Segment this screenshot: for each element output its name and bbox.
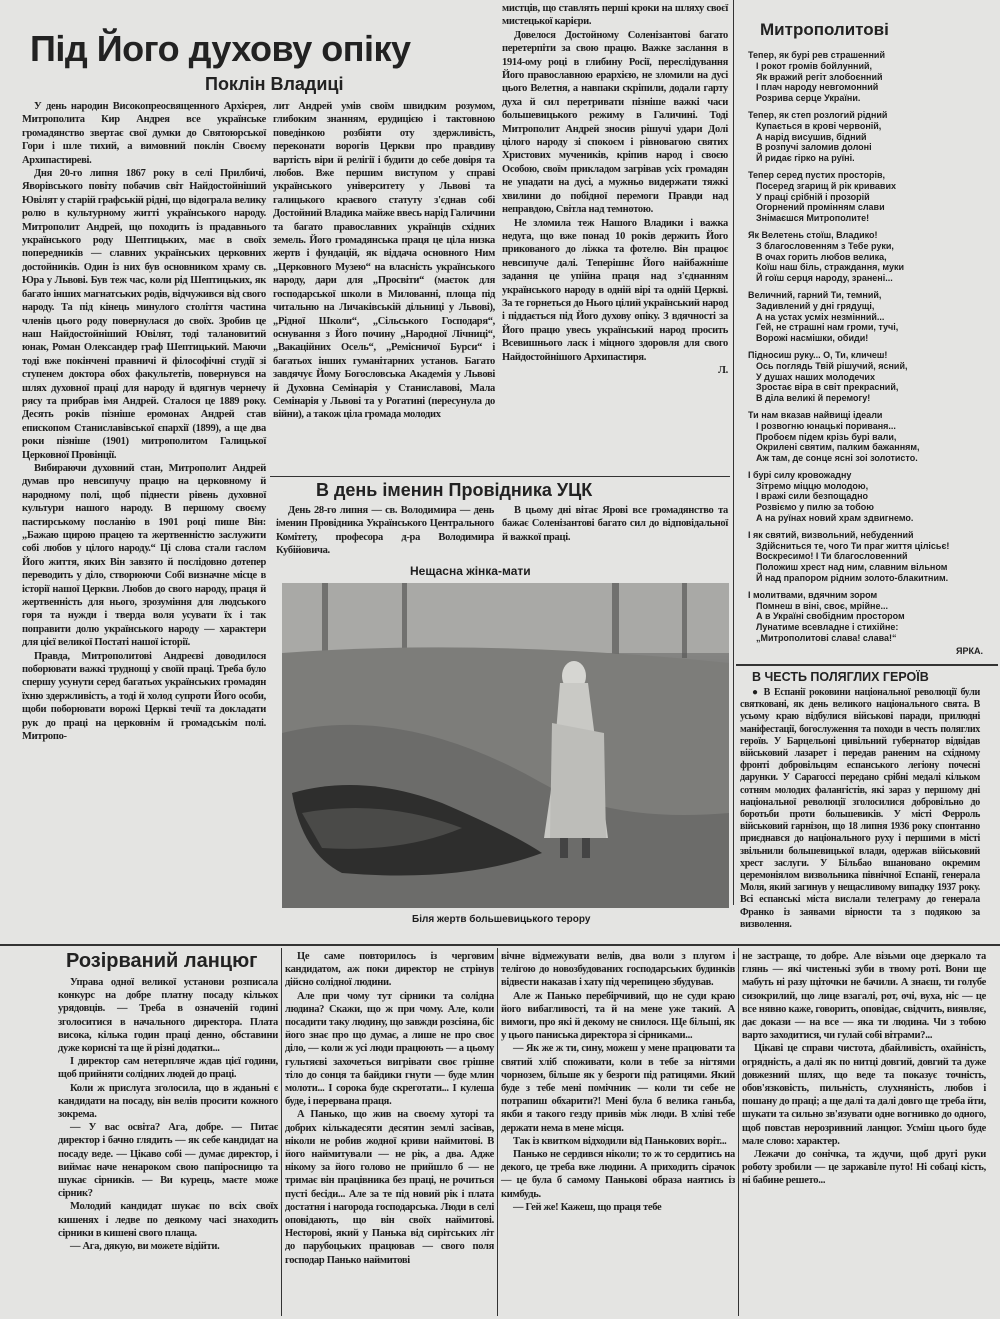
ucc-headline: В день іменин Провідника УЦК [316, 480, 593, 500]
poem-stanza [748, 230, 993, 284]
paragraph: Так із квитком відходили від Панькових воріт... [513, 1135, 727, 1147]
poem-line: Зростає віра в світ прекрасний, [756, 382, 899, 393]
poem-line: Ворожі насмішки, обиди! [756, 333, 869, 344]
poem-line: Тепер серед пустих просторів, [748, 169, 886, 180]
poem-line: А на устах усміх незмінний... [756, 311, 885, 322]
poem-line: І молитвами, вдячним зором [748, 589, 878, 600]
chain-column-2 [285, 950, 494, 1267]
paragraph: лит Андрей умів своїм швидким розумом, глибоким знанням, ерудицією і тактовною поведінкою розбіяти оту здержливість, переконати ворогів Церкви про правдиву вартість віри й релігії і будити до себе довіря та любов. Вже першим виступом у справі українського університету у Львові та галицького краєвого статуту з'єднав собі Достойний Владика майже ввесь нарід Галичини та багато православних українців східних земель. Його громадянська праця це ціла низка жертв і фундацій, як віддача основного Ним „Церковного Музею“ на власність українського народу, дари для „Просвіти“ (маєток для господарської школи в Милованні, площа під читальню на Личаківській дільниці у Львові), „Рідної Школи“, „Сільського Господаря“, оснування з Його почину „Народної Лічниці“, „Вакаційних Осель“, „Ремісничої Бурси“ і багатьох інших гуманітарних установ. Багато завдячує Йому Богословська Академія у Львові й Духовна Семінарія у Станиславові, Мала Семінарія у Львові та у Рогатині (пересунула до війни), а також ціла громада молодих [273, 101, 495, 421]
paragraph: І директор сам нетерпляче ждав цієї години, щоб прийняти солідних людей до праці. [58, 1056, 278, 1081]
paragraph: Дня 20-го липня 1867 року в селі Прилбичі, Яворівського повіту побачив світ Найдостойніший Ювілят у старій графській рідні, що відограла велику ролю в культурному житті українського народу. Митрополит Андрей, що походить із прадавнього українського роду Шептицьких, має в своїх попередників — славних українських церковних достойників. Один із них був основником храму св. Юра у Львові. Був теж час, коли рід Шептицьких, як багато інших магнатських родів, відчужився від свого народу. Та під кінець минулого століття частина членів цього роду повернулася до своїх. Зробив це наш Найдостойніший Ювілят, тоді талановитий юнак, Роман Олександер граф Шептицький. Маючи тоді вже покінчені правничі й філософічні студії зі ступенем доктора обох факультетів, повернувся на шлях духовної праці для народу й вдягнув чернечу рясу та прибрав імя Андрей. Сталося це 1889 року. Десять років пізніше еромонах Андрей став епископом Станиславівської єпархії (1899), а ще два роки пізніше (1901) митрополитом Галицької Церковної Провінції. [22, 168, 266, 461]
heroes-headline: В ЧЕСТЬ ПОЛЯГЛИХ ГЕРОЇВ [752, 670, 929, 684]
poem-author: ЯРКА. [956, 645, 983, 656]
poem-line: Тепер, як бурі рев страшенний [748, 50, 885, 60]
poem-line: Розрива серце України. [756, 93, 861, 104]
paragraph: — Як же ж ти, сину, можеш у мене працювати та святий хліб споживати, коли в тебе за нігтями чорнозем, більше як у безроги під ратицями. Який буде з тебе мені помічник — коли ти себе не потрапиш обхарити?! Мені була б велика ганьба, якби я такого гезду привів між люди. В хліві тебе держати нема в мене місця. [501, 1043, 735, 1134]
chain-headline: Розірваний ланцюг [66, 950, 258, 972]
poem-stanza [748, 110, 993, 164]
chain-column-3 [501, 950, 735, 1214]
poem-line: І вражі сили безпощадно [756, 491, 869, 502]
paragraph: В цьому дні вітає Ярові все громадянство та бажає Соленізантові багато сил до відповідальної й важкої праці. [502, 505, 728, 543]
poem-line: В діла великі й перемогу! [756, 393, 871, 404]
photo-mother-at-victims [282, 583, 729, 908]
paragraph: Довелося Достойному Соленізантові багато перетерпіти за свою працю. Важке заслання в 1914-ому році в глибину Росії, переслідування Його православною ерархією, не зломили на дусі цього Велетня, а навпаки скріпили, додали гарту духа й сил перетривати пізніше важкі часи большевицького режиму в Галичині. Тоді Митрополит Андрей зносив рішучі удари Долі цілого народу зі спокоєм і рівновагою святих Христових мучеників, кріпив народ і своєю Особою, своїм прикладом загрівав усіх громадян не упадати на дусі, а мужньо видержати тяжкі хвилини до побідної перемоги Правди над неправдою, Світла над темнотою. [502, 29, 728, 216]
poem-stanza [748, 350, 993, 404]
poem-line: Коїш наш біль, страждання, муки [756, 262, 904, 273]
paragraph: Але ж Панько перебірчивий, що не суди краю його вибагливості, та й на мене уже такий. А вимоги, про які й декому не снилося. Ще більші, як у цього паниська директора зі сірниками... [501, 990, 735, 1042]
paragraph: Коли ж прислуга зголосила, що в жданьні є кандидати на посаду, він велів просити кожного зокрема. [58, 1082, 278, 1121]
paragraph: ● В Еспанії роковини національної революції були святковані, як день великого національного свята. В усьому краю відбулися військові паради, прилюдні маніфестації, богослуження та походи в честь поляглих героїв. У Барцельоні цивільний губернатор відвідав військовий лазарет і передав раненим на східному фронті добровільцям еспанського легіону почесні дарунки. У Сарагоссі передано срібні медалі кільком сотням молодих фалангістів, які зараз у першому дні національної революції зголосилися добровільно до боротьби проти большевиків. У місті Ферроль військовий гарнізон, що 18 липня 1936 року спонтанно приєднався до національного руху і першими в місті звільнили большевицької влади, одержав військовий хрест заслуги. У Більбао вшановано окремим церемоніялом визвольника північної Еспанії, генерала Моля, який загинув у нещасливому випадку 1937 року. Всі еспанські міста вислали телеграму до генерала Франко із заявами вірности та з подякою за визволення. [740, 687, 980, 930]
poem-line: Зітремо міццю молодою, [756, 480, 869, 491]
poem-stanza [748, 50, 993, 104]
photo-caption: Біля жертв большевицького терору [412, 914, 591, 925]
poem-line: З благословенням з Тебе руки, [756, 240, 894, 251]
poem-line: Як вражий регіт злобоєнний [756, 71, 883, 82]
poem-line: Лунатиме всевладне і стихійне: [756, 622, 899, 633]
poem-line: В очах горить любов велика, [756, 251, 887, 262]
poem-line: Задивлений у дні грядущі, [756, 300, 875, 311]
poem-line: Й над прапором рідним золото-блакитним. [756, 573, 949, 584]
paragraph: Цікаві це справи чистота, дбайливість, охайність, огрядність, а далі як по нитці довгий, довгий та дуже довжезний шлях, що веде та показує точність, обов'язковість, пильність, слухняність, любов і пошану до праці; а ще далі та далі довго ще треба йти, шукати та сильно зв'язувати одне вогнивко до одного, щоб повстав нерозривний ланцюг. Усміш цього буде мале слово: характер. [742, 1043, 986, 1147]
poem-line: Тепер, як степ розлогий рідний [748, 109, 888, 120]
paragraph: Це саме повторилось із черговим кандидатом, аж поки директор не стрінув дійсно солідної людини. [285, 951, 494, 989]
subheadline: Поклін Владиці [205, 74, 344, 94]
poem-line: А в Україні свобідним простором [756, 611, 905, 622]
poem-line: Ось поглядь Твій рішучий, ясний, [756, 360, 908, 371]
poem-line: В розпучі заломив долоні [756, 142, 872, 153]
poem-line: І плач народу невгомонний [756, 82, 879, 93]
photo-title: Нещасна жінка-мати [410, 564, 531, 578]
poem-line: Знімаєшся Митрополите! [756, 213, 870, 224]
poem-line: А на руїнах новий храм здвигнемо. [756, 513, 914, 524]
poem-line: І розвогню юнацькі пориваня... [756, 420, 896, 431]
paragraph: — Ага, дякую, ви можете відійти. [70, 1241, 220, 1253]
poem-title: Митрополитові [760, 20, 889, 39]
poem-line: Й гоїш серця народу, зранені... [756, 273, 893, 284]
poem-line: Розвіємо у пилю за тобою [756, 502, 874, 513]
poem-stanza [748, 290, 993, 344]
paragraph: не застраще, то добре. Але візьми оце дзеркало та глянь — які чистенькі зуби в твому роті. Вони ще мабуть ні разу щіточки не бачили. А знаєш, ти голубе сизокрилий, що лице взагалі, рот, очі, вуха, ніс — це все нявно каже, говорить, оповідає, свідчить, виявляє, дає докази — на все — яка ти людина. Чи з тобою варто заходитися, чи гулай собі вітрами?... [742, 951, 986, 1042]
paragraph: А Панько, що жив на своєму хуторі та добрих кількадесяти десятин землі засівав, ніколи не робив жодної криви наймитові. В його наймитували — не рік, а два. Адже нікому за його голово не прийшло б — не тримає він працівника без праці, не рочиться пусті бесіди... Але за те під новий рік і плата достатня і нагорода господарська. Люди в селі оповідають, що він своїх наймитові. Несторові, який у Панька від сирітських літ до парубоцьких працював — свого поля господар Панько наймитові [285, 1109, 494, 1266]
poem-line: А нарід висушив, бідний [756, 131, 867, 142]
paragraph: Молодий кандидат шукає по всіх своїх кишенях і ледве по деякому часі знаходить сірники в кишені свого плаща. [58, 1201, 278, 1239]
poem-line: І як святий, визвольний, небуденний [748, 529, 914, 540]
poem-line: У душах наших молодечих [756, 371, 875, 382]
poem-line: Як Велетень стоїш, Владико! [748, 229, 878, 240]
paragraph: Але при чому тут сірники та солідна людина? Скажи, що ж при чому. Але, коли посадити таку людину, що завжди розсіяна, біс його знає про що думає, а лише не про своє діло, — коли ж усі люди працюють — а цьому гультяєві захочеться вигрівати своє грішне тіло до сонця та байдики гнути — буде млин молоти... І сорока буде скреготати... І кулеша буде, і перервана праця. [285, 990, 494, 1108]
poem-line: Величний, гарний Ти, темний, [748, 289, 882, 300]
poem-stanza [748, 590, 993, 644]
poem-line: Здійсниться те, чого Ти праг життя цілісьє! [756, 540, 950, 551]
poem-line: Аж там, де сонце ясні зоі золотисто. [756, 453, 918, 464]
poem [748, 50, 993, 657]
main-headline: Під Його духову опіку [30, 28, 411, 69]
paragraph: У день народин Високопреосвященного Архієрея, Митрополита Кир Андрея все українське громадянство звертає свої думки до Святоюрської Гори і шле тихий, а вимовний поклін Своєму Архипастиреві. [22, 101, 266, 166]
poem-stanza [748, 470, 993, 524]
article-column-3 [502, 2, 728, 377]
poem-stanza [748, 530, 993, 584]
ucc-left-text [276, 504, 494, 558]
poem-line: „Митрополитові слава! слава!“ [756, 633, 897, 644]
paragraph: — У вас освіта? Ага, добре. — Питає директор і бачно глядить — як себе кандидат на посаду веде. — Цікаво собі — думає директор, і виймає наче ненароком свою папіросницю та шукає сірників. — Ви курець, маєте може сірник? [58, 1122, 278, 1200]
photo-image [282, 583, 729, 908]
poem-line: Окрилені святим, палким бажанням, [756, 442, 920, 453]
ucc-right-text [502, 504, 728, 544]
heroes-text [740, 687, 980, 931]
poem-line: І рокот громів бойлунний, [756, 60, 873, 71]
article-column-2 [273, 100, 495, 422]
paragraph: вічне відмежувати велів, два воли з плугом і телігою до новозбудованих господарських будинків відвести наказав і хату під черепицею збудував. [501, 951, 735, 989]
poem-line: Ти нам вказав найвищі ідеали [748, 409, 883, 420]
poem-line: Помнеш в віні, своє, мрійне... [756, 600, 888, 611]
paragraph: Панько не сердився ніколи; то ж то сердитись на декого, це треба вже людини. А приходить сірачок — це була б самому Панькові образа наятись із кимбудь. [501, 1149, 735, 1200]
poem-line: Пробоєм підем крізь бурі вали, [756, 431, 897, 442]
article-column-1 [22, 100, 266, 744]
poem-line: Й ридає гірко на руїні. [756, 153, 855, 164]
poem-line: Посеред згарищ й рік кривавих [756, 180, 896, 191]
poem-line: Підносиш руку... О, Ти, кличеш! [748, 349, 888, 360]
chain-column-1 [58, 976, 278, 1253]
paragraph: Вибираючи духовний стан, Митрополит Андрей думав про невсипучу працю на церковному й народному полі, щоб піднести рівень духовної культури нашого народу. В першому своєму пастирському посланію в 1901 році пише Він: „Бажаю щирою працею та жертвенністю заслужити собі любов у цілого народу.“ Ці слова стали гаслом Його життя, яких Він завзято й послідовно дотепер переводить у діло, створюючи Собі визначне місце в історії нашої Церкви. Любов до свого народу, праця й жертвенність для нього, зрозуміння для людського горя та нужди і тверда воля усувати їх і так поправити долю українського народу — характери для цієї великої Постаті нашої історії. [22, 462, 266, 649]
paragraph: Управа одної великої установи розписала конкурс на добре платну посаду кількох урядовців. — Треба в означеній годині зголоситися в начального директора. Плата висока, кілька годин праці денно, обставини дуже корисні та ще й різні додатки... [58, 977, 278, 1055]
chain-column-4 [742, 950, 986, 1188]
poem-line: Воскресимо! І Ти благословенний [756, 551, 908, 562]
paragraph: Правда, Митрополитові Андреєві доводилося поборювати важкі труднощі у своїй праці. Треба було спершу усунути серед багатьох українських громадян їхню здержливість, а тоді й холод супроти Його особи, щоби поборювати ворожі Церкві течії та докладати рук до праці на церковнім й громадськім полі. Митропо- [22, 650, 266, 743]
poem-line: Положиш хрест над ним, славним вільном [756, 562, 948, 573]
paragraph: Лежачи до сонічка, та ждучи, щоб другі руки роботу зробили — це заржавіле путо! Ні собаці кість, ні бабине решето... [742, 1149, 986, 1187]
paragraph: мистців, що ставлять перші кроки на шляху своєї мистецької карієри. [502, 3, 728, 28]
paragraph: — Гей же! Кажеш, що праця тебе [513, 1201, 662, 1213]
poem-line: І бурі силу кровожадну [748, 469, 852, 480]
signature: Л. [718, 364, 728, 376]
poem-stanza [748, 410, 993, 464]
poem-line: У праці срібній і прозорій [756, 191, 870, 202]
poem-line: Огорнений промінням слави [756, 202, 885, 213]
poem-stanza [748, 170, 993, 224]
poem-line: Гей, не страшні нам громи, тучі, [756, 322, 899, 333]
paragraph: Не зломила теж Нашого Владики і важка недуга, що вже понад 10 років держить Його прикованого до ліжка та фотелю. Він працює невсипуче далі. Теперішнє Його найбажніше задання це упійна праця над з'єднанням українського народу в одній вірі та одній Церкві. За те горнеться до Нього цілий український народ і піддається під Його духову опіку. З вдячності за Його працю увесь український народ просить Всевишнього ласк і міцного здоровля для свого Найдостойнішого Архипастиря. [502, 217, 728, 363]
poem-line: Купається в крові червоній, [756, 120, 882, 131]
paragraph: День 28-го липня — св. Володимира — день іменин Провідника Українського Центрального Комітету, професора д-ра Володимира Кубійовича. [276, 505, 494, 557]
